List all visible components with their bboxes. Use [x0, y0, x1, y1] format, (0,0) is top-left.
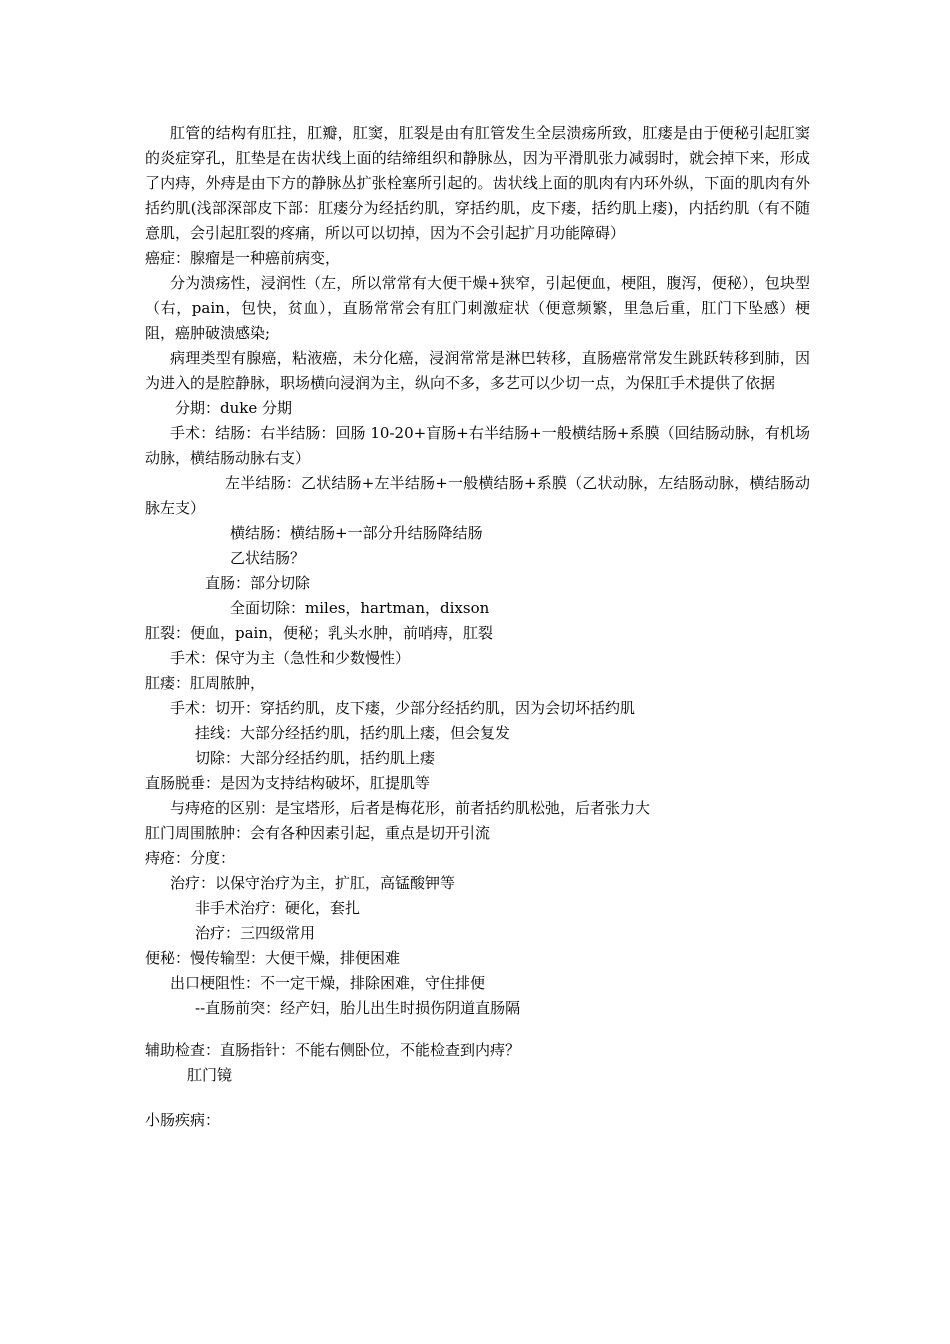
line-prolapse-difference: 与痔疮的区别：是宝塔形，后者是梅花形，前者括约肌松弛，后者张力大	[170, 799, 651, 817]
line-nonsurgical-treatment: 非手术治疗：硬化，套扎	[195, 899, 361, 917]
paragraph-surgery-left-colon: 左半结肠：乙状结肠+左半结肠+一般横结肠+系膜（乙状动脉，左结肠动脉，横结肠动脉左支）	[145, 474, 810, 517]
paragraph-cancer-types: 分为溃疡性，浸润性（左，所以常常有大便干燥+狭窄，引起便血，梗阻，腹泻，便秘），包块型（右，pain，包快，贫血），直肠常常会有肛门刺激症状（便意频繁，里急后重，肛门下坠感）梗阻，癌肿破溃感染;	[145, 274, 810, 342]
blank-line	[145, 1021, 810, 1038]
line-auxiliary-exam: 辅助检查：直肠指针：不能右侧卧位，不能检查到内痔？	[145, 1041, 521, 1059]
paragraph-surgery-right-colon: 手术：结肠：右半结肠：回肠 10-20+盲肠+右半结肠+一般横结肠+系膜（回结肠动脉，有机场动脉，横结肠动脉右支）	[145, 424, 810, 467]
line-hemorrhoids: 痔疮：分度：	[145, 849, 236, 867]
line-excision: 切除：大部分经括约肌，括约肌上瘘	[195, 749, 436, 767]
line-cancer-heading: 癌症：腺瘤是一种癌前病变，	[145, 249, 341, 267]
line-transverse-colon: 横结肠：横结肠+一部分升结肠降结肠	[230, 524, 483, 542]
document-page	[145, 121, 810, 1133]
line-constipation: 便秘：慢传输型：大便干燥，排便困难	[145, 949, 401, 967]
line-anoscope: 肛门镜	[187, 1066, 233, 1084]
blank-line	[145, 1088, 810, 1108]
line-rectum-total: 全面切除：miles，hartman，dixson	[230, 599, 490, 617]
line-hemorrhoid-treatment: 治疗：以保守治疗为主，扩肛，高锰酸钾等	[170, 874, 456, 892]
line-sigmoid-colon: 乙状结肠？	[230, 549, 306, 567]
paragraph-pathology-types: 病理类型有腺癌，粘液癌，未分化癌，浸润常常是淋巴转移，直肠癌常常发生跳跃转移到肺，因为进入的是腔静脉，职场横向浸润为主，纵向不多，多艺可以少切一点，为保肛手术提供了依据	[145, 349, 810, 392]
line-anal-fissure: 肛裂：便血，pain，便秘；乳头水肿，前哨痔，肛裂	[145, 624, 494, 642]
line-fistula-surgery: 手术：切开：穿括约肌，皮下瘘，少部分经括约肌，因为会切坏括约肌	[170, 699, 636, 717]
line-outlet-obstruction: 出口梗阻性：不一定干燥，排除困难，守住排便	[170, 974, 486, 992]
line-fissure-surgery: 手术：保守为主（急性和少数慢性）	[170, 649, 411, 667]
line-rectal-prolapse: 直肠脱垂：是因为支持结构破坏，肛提肌等	[145, 774, 431, 792]
line-anal-fistula: 肛瘘：肛周脓肿，	[145, 674, 266, 692]
line-grade-treatment: 治疗：三四级常用	[195, 924, 316, 942]
line-small-intestine: 小肠疾病：	[145, 1111, 221, 1129]
line-rectocele: --直肠前突：经产妇，胎儿出生时损伤阴道直肠隔	[195, 999, 521, 1017]
line-seton: 挂线：大部分经括约肌，括约肌上瘘，但会复发	[195, 724, 511, 742]
line-staging: 分期：duke 分期	[175, 399, 292, 417]
paragraph-anal-canal-structure: 肛管的结构有肛拄，肛瓣，肛窦，肛裂是由有肛管发生全层溃疡所致，肛瘘是由于便秘引起肛窦的炎症穿孔，肛垫是在齿状线上面的结缔组织和静脉丛，因为平滑肌张力减弱时，就会掉下来，形成了内痔，外痔是由下方的静脉丛扩张栓塞所引起的。齿状线上面的肌肉有内环外纵，下面的肌肉有外括约肌(浅部深部皮下部：肛瘘分为经括约肌，穿括约肌，皮下瘘，括约肌上瘘)，内括约肌（有不随意肌，会引起肛裂的疼痛，所以可以切掉，因为不会引起扩月功能障碍）	[145, 124, 810, 242]
line-perianal-abscess: 肛门周围脓肿：会有各种因素引起，重点是切开引流	[145, 824, 491, 842]
line-rectum-partial: 直肠：部分切除	[205, 574, 311, 592]
